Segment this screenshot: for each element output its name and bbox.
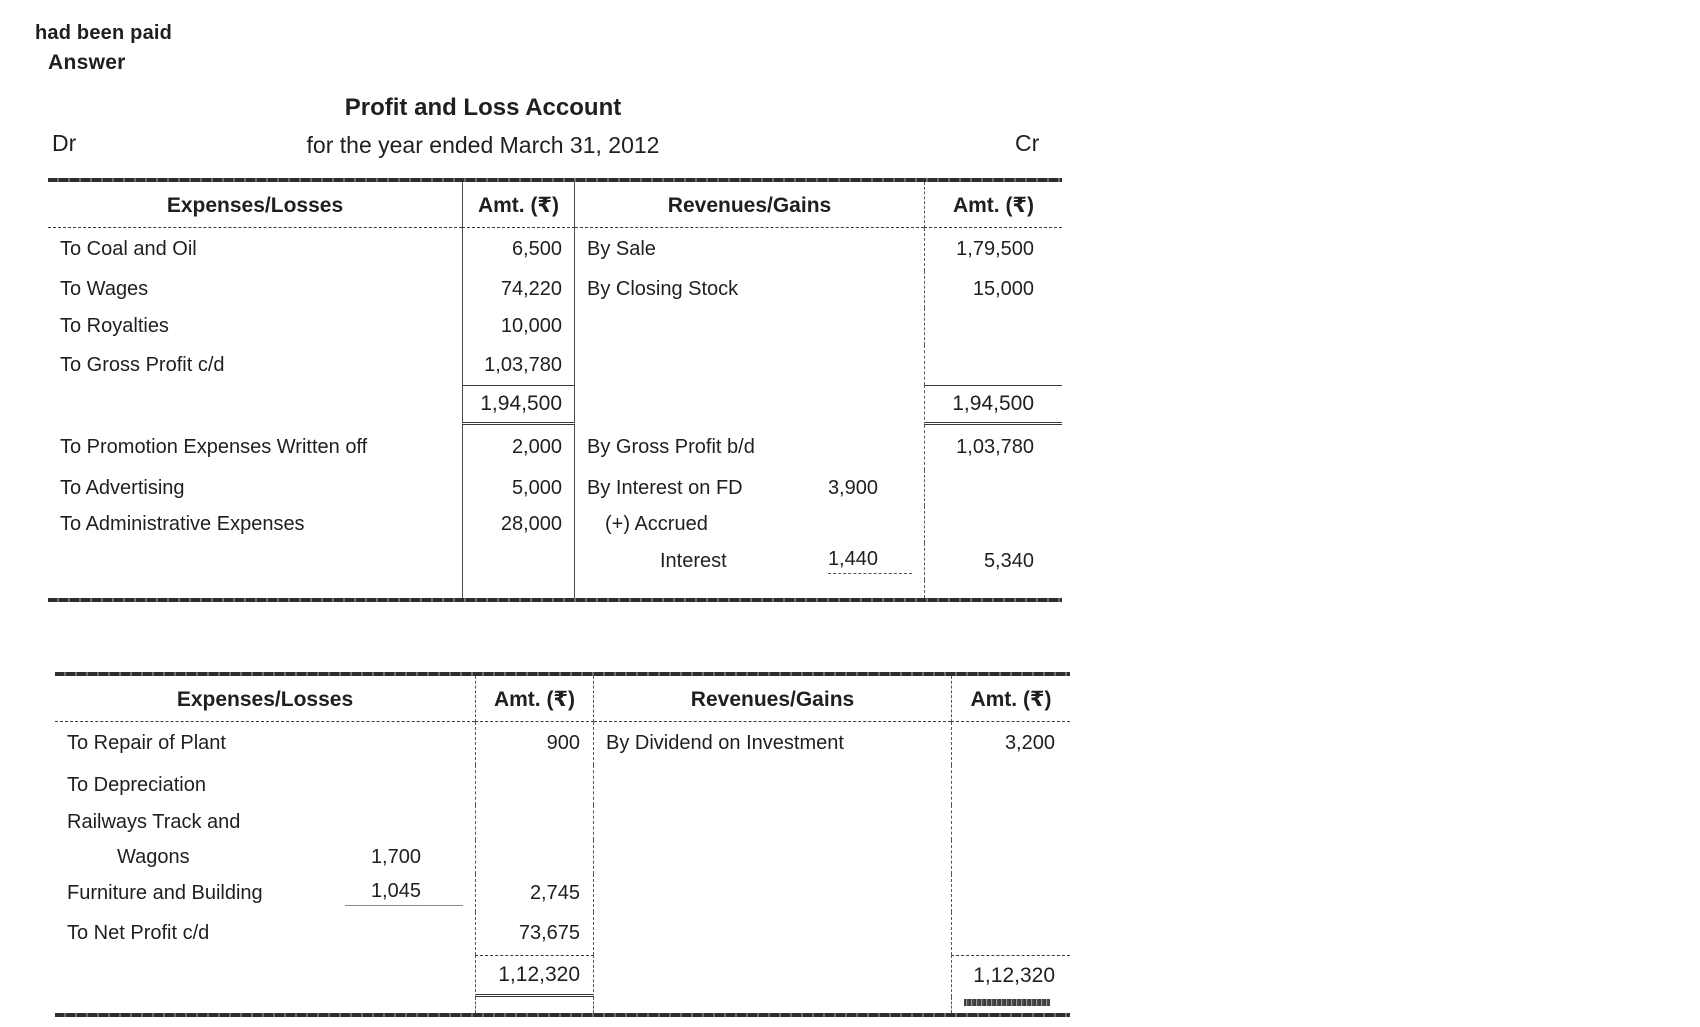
pl-account-table-upper — [48, 178, 1062, 602]
empty-cell — [55, 955, 475, 997]
revenues-total-amount: 1,94,500 — [924, 385, 1062, 425]
expense-sub-amount: 1,700 — [370, 845, 421, 868]
empty-cell — [924, 308, 1062, 345]
revenues-total-amount: 1,12,320 — [951, 955, 1070, 997]
revenue-amount: 3,200 — [951, 722, 1070, 765]
expense-amount: 1,03,780 — [462, 345, 575, 385]
revenue-sub-amount: 1,440 — [828, 549, 912, 574]
revenue-amount: 1,03,780 — [924, 425, 1062, 470]
empty-cell — [951, 765, 1070, 805]
expense-label: To Depreciation — [67, 773, 206, 796]
expenses-total-amount: 1,12,320 — [475, 955, 594, 997]
revenue-sub-amount: 3,900 — [827, 476, 878, 499]
col-header-amount-left: Amt. (₹) — [475, 676, 594, 722]
revenue-label: (+) Accrued — [605, 513, 708, 535]
table-grid — [55, 676, 1070, 1013]
revenue-amount: 1,79,500 — [924, 228, 1062, 271]
expense-label: To Royalties — [60, 315, 169, 337]
period-subtitle: for the year ended March 31, 2012 — [306, 132, 660, 158]
answer-heading: Answer — [48, 51, 126, 74]
empty-cell — [594, 874, 951, 912]
empty-cell — [594, 912, 951, 955]
revenue-label-with-sub — [575, 543, 924, 580]
empty-cell — [575, 308, 924, 345]
col-header-revenues: Revenues/Gains — [594, 676, 951, 722]
empty-cell — [951, 840, 1070, 874]
empty-cell — [594, 997, 951, 1013]
expense-amount: 2,745 — [475, 874, 594, 912]
expense-amount: 73,675 — [475, 912, 594, 955]
expense-amount: 28,000 — [462, 506, 575, 543]
dr-label: Dr — [52, 130, 77, 156]
col-header-expenses: Expenses/Losses — [48, 182, 462, 228]
expense-label: Wagons — [117, 845, 190, 868]
col-header-amount-left: Amt. (₹) — [462, 182, 575, 228]
empty-cell — [951, 805, 1070, 840]
expense-label: Furniture and Building — [67, 881, 263, 904]
expense-label: To Coal and Oil — [60, 238, 197, 260]
expense-label: To Wages — [60, 278, 149, 300]
expense-label: To Advertising — [60, 476, 185, 499]
empty-cell — [462, 580, 575, 598]
empty-cell — [475, 805, 594, 840]
empty-cell — [48, 580, 462, 598]
empty-cell — [951, 997, 1070, 1013]
account-title: Profit and Loss Account — [344, 94, 622, 121]
revenue-amount: 15,000 — [924, 271, 1062, 308]
table-grid — [48, 182, 1062, 598]
empty-cell — [924, 345, 1062, 385]
expense-label: To Administrative Expenses — [60, 513, 305, 535]
expense-label: To Net Profit c/d — [67, 922, 210, 944]
revenue-label: By Dividend on Investment — [606, 732, 844, 754]
empty-cell — [575, 385, 924, 425]
empty-cell — [55, 997, 475, 1013]
col-header-revenues: Revenues/Gains — [575, 182, 924, 228]
empty-cell — [594, 955, 951, 997]
cr-label: Cr — [1015, 130, 1040, 156]
empty-cell — [475, 840, 594, 874]
expense-amount: 5,000 — [462, 470, 575, 506]
empty-cell — [475, 765, 594, 805]
empty-cell — [951, 912, 1070, 955]
empty-cell — [575, 580, 924, 598]
col-header-expenses: Expenses/Losses — [55, 676, 475, 722]
revenue-label-with-sub — [575, 470, 924, 506]
empty-cell — [575, 345, 924, 385]
revenue-label: By Closing Stock — [587, 278, 739, 300]
context-text: had been paid — [35, 22, 173, 44]
expense-amount: 900 — [475, 722, 594, 765]
expense-amount: 10,000 — [462, 308, 575, 345]
expense-label: To Repair of Plant — [67, 732, 226, 754]
col-header-amount-right: Amt. (₹) — [924, 182, 1062, 228]
empty-cell — [48, 543, 462, 580]
empty-cell — [951, 874, 1070, 912]
expense-amount: 6,500 — [462, 228, 575, 271]
revenue-label: By Gross Profit b/d — [587, 436, 755, 458]
empty-cell — [594, 840, 951, 874]
expense-amount: 74,220 — [462, 271, 575, 308]
pl-account-table-lower — [55, 672, 1070, 1017]
revenue-amount: 5,340 — [924, 543, 1062, 580]
expense-label: To Promotion Expenses Written off — [60, 436, 368, 458]
expense-sub-amount: 1,045 — [345, 881, 463, 906]
empty-cell — [48, 385, 462, 425]
expense-label: To Gross Profit c/d — [60, 353, 225, 376]
table-bottom-rule — [48, 598, 1062, 602]
empty-cell — [475, 997, 594, 1013]
expense-amount: 2,000 — [462, 425, 575, 470]
expenses-total-amount: 1,94,500 — [462, 385, 575, 425]
empty-cell — [594, 805, 951, 840]
empty-cell — [924, 470, 1062, 506]
table-bottom-rule — [55, 1013, 1070, 1017]
revenue-label: By Interest on FD — [587, 476, 743, 499]
empty-cell — [924, 580, 1062, 598]
expense-label: Railways Track and — [67, 811, 241, 833]
revenue-label: By Sale — [587, 238, 656, 260]
scan-hatch-artifact — [964, 999, 1050, 1006]
empty-cell — [924, 506, 1062, 543]
empty-cell — [462, 543, 575, 580]
col-header-amount-right: Amt. (₹) — [951, 676, 1070, 722]
revenue-label: Interest — [660, 550, 727, 572]
expense-label-with-sub — [55, 874, 475, 912]
empty-cell — [594, 765, 951, 805]
expense-label-with-sub — [55, 840, 475, 874]
